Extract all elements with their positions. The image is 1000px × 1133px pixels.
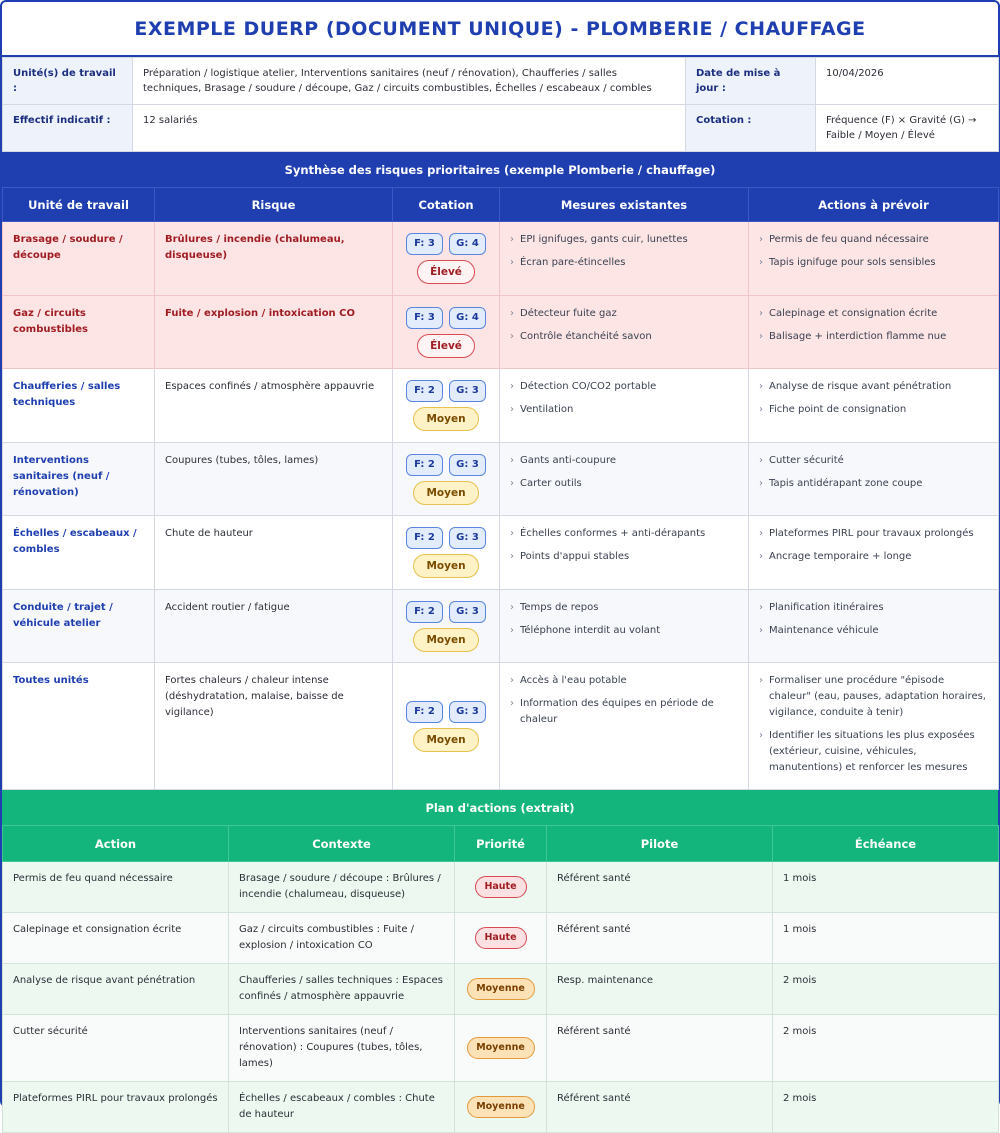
risk-name: Chute de hauteur <box>155 516 393 590</box>
plan-due: 1 mois <box>773 913 999 964</box>
priority-badge: Moyenne <box>467 1037 535 1059</box>
planned-actions <box>749 516 999 590</box>
plan-pilot: Référent santé <box>547 913 773 964</box>
measures-list <box>510 306 738 345</box>
frequency-badge: F: 3 <box>406 307 443 329</box>
col-header-measures: Mesures existantes <box>500 188 749 222</box>
measures-list <box>510 673 738 728</box>
risk-name: Coupures (tubes, tôles, lames) <box>155 443 393 516</box>
gravity-badge: G: 3 <box>449 527 486 549</box>
date-value: 10/04/2026 <box>816 58 999 105</box>
action-item: › Fiche point de consignation <box>759 402 988 418</box>
cotation-scores <box>397 233 495 255</box>
risk-name: Fuite / explosion / intoxication CO <box>155 296 393 369</box>
plan-context: Brasage / soudure / découpe : Brûlures / incendie (chalumeau, disqueuse) <box>229 862 455 913</box>
plan-priority <box>455 1082 547 1133</box>
date-label: Date de mise à jour : <box>686 58 816 105</box>
risk-row <box>3 516 999 590</box>
action-item: › Tapis antidérapant zone coupe <box>759 476 988 492</box>
plan-pilot: Référent santé <box>547 1082 773 1133</box>
actions-list <box>759 232 988 271</box>
frequency-badge: F: 2 <box>406 701 443 723</box>
priority-badge: Moyenne <box>467 1096 535 1118</box>
risk-unit: Chaufferies / salles techniques <box>3 369 155 443</box>
action-item: › Tapis ignifuge pour sols sensibles <box>759 255 988 271</box>
action-item: › Ancrage temporaire + longe <box>759 549 988 565</box>
plan-due: 2 mois <box>773 964 999 1015</box>
gravity-badge: G: 3 <box>449 380 486 402</box>
action-item: › Formaliser une procédure "épisode chaleur" (eau, pauses, adaptation horaires, vigilance, conduite à tenir) <box>759 673 988 721</box>
existing-measures <box>500 443 749 516</box>
priority-badge: Haute <box>475 927 527 949</box>
gravity-badge: G: 3 <box>449 454 486 476</box>
plan-row <box>3 1082 999 1133</box>
cotation-value: Fréquence (F) × Gravité (G) → Faible / Moyen / Élevé <box>816 105 999 152</box>
risk-cotation <box>393 443 500 516</box>
plan-context: Échelles / escabeaux / combles : Chute de hauteur <box>229 1082 455 1133</box>
risk-level-badge: Moyen <box>413 554 478 578</box>
action-item: › Plateformes PIRL pour travaux prolongés <box>759 526 988 542</box>
plan-action: Plateformes PIRL pour travaux prolongés <box>3 1082 229 1133</box>
planned-actions <box>749 443 999 516</box>
plan-pilot: Resp. maintenance <box>547 964 773 1015</box>
cotation-scores <box>397 527 495 549</box>
measure-item: › Échelles conformes + anti-dérapants <box>510 526 738 542</box>
measure-item: › EPI ignifuges, gants cuir, lunettes <box>510 232 738 248</box>
existing-measures <box>500 369 749 443</box>
risk-unit: Gaz / circuits combustibles <box>3 296 155 369</box>
risk-level-badge: Élevé <box>417 334 475 358</box>
frequency-badge: F: 3 <box>406 233 443 255</box>
risks-header-row <box>3 188 999 222</box>
col-header-actions: Actions à prévoir <box>749 188 999 222</box>
col-header-risk: Risque <box>155 188 393 222</box>
col-header-action: Action <box>3 826 229 862</box>
measure-item: › Ventilation <box>510 402 738 418</box>
existing-measures <box>500 663 749 790</box>
action-item: › Balisage + interdiction flamme nue <box>759 329 988 345</box>
plan-pilot: Référent santé <box>547 862 773 913</box>
risk-unit: Toutes unités <box>3 663 155 790</box>
risk-unit: Interventions sanitaires (neuf / rénovation) <box>3 443 155 516</box>
action-item: › Permis de feu quand nécessaire <box>759 232 988 248</box>
risk-cotation <box>393 296 500 369</box>
plan-action: Permis de feu quand nécessaire <box>3 862 229 913</box>
plan-action: Analyse de risque avant pénétration <box>3 964 229 1015</box>
plan-context: Interventions sanitaires (neuf / rénovation) : Coupures (tubes, tôles, lames) <box>229 1015 455 1082</box>
risk-unit: Conduite / trajet / véhicule atelier <box>3 590 155 663</box>
actions-list <box>759 453 988 492</box>
priority-badge: Moyenne <box>467 978 535 1000</box>
frequency-badge: F: 2 <box>406 527 443 549</box>
risk-row <box>3 222 999 296</box>
risk-unit: Brasage / soudure / découpe <box>3 222 155 296</box>
measure-item: › Détecteur fuite gaz <box>510 306 738 322</box>
plan-due: 2 mois <box>773 1015 999 1082</box>
action-item: › Planification itinéraires <box>759 600 988 616</box>
action-item: › Calepinage et consignation écrite <box>759 306 988 322</box>
col-header-due: Échéance <box>773 826 999 862</box>
measure-item: › Téléphone interdit au volant <box>510 623 738 639</box>
meta-table <box>2 57 999 152</box>
page-title: EXEMPLE DUERP (DOCUMENT UNIQUE) - PLOMBERIE / CHAUFFAGE <box>2 2 998 57</box>
cotation-scores <box>397 701 495 723</box>
action-item: › Identifier les situations les plus exposées (extérieur, cuisine, véhicules, manutentions) et renforcer les mesures <box>759 728 988 776</box>
plan-section-title: Plan d'actions (extrait) <box>2 790 998 825</box>
existing-measures <box>500 296 749 369</box>
plan-priority <box>455 964 547 1015</box>
risk-row <box>3 296 999 369</box>
measures-list <box>510 453 738 492</box>
risks-section-title: Synthèse des risques prioritaires (exemple Plomberie / chauffage) <box>2 152 998 187</box>
measure-item: › Gants anti-coupure <box>510 453 738 469</box>
plan-action: Cutter sécurité <box>3 1015 229 1082</box>
plan-row <box>3 862 999 913</box>
col-header-pilot: Pilote <box>547 826 773 862</box>
risk-row <box>3 663 999 790</box>
effectif-value: 12 salariés <box>133 105 686 152</box>
col-header-context: Contexte <box>229 826 455 862</box>
measure-item: › Détection CO/CO2 portable <box>510 379 738 395</box>
gravity-badge: G: 4 <box>449 233 486 255</box>
risk-name: Espaces confinés / atmosphère appauvrie <box>155 369 393 443</box>
risk-cotation <box>393 663 500 790</box>
measures-list <box>510 379 738 418</box>
effectif-label: Effectif indicatif : <box>3 105 133 152</box>
planned-actions <box>749 663 999 790</box>
priority-badge: Haute <box>475 876 527 898</box>
risk-row <box>3 590 999 663</box>
gravity-badge: G: 4 <box>449 307 486 329</box>
risk-row <box>3 369 999 443</box>
risk-name: Fortes chaleurs / chaleur intense (déshydratation, malaise, baisse de vigilance) <box>155 663 393 790</box>
measure-item: › Points d'appui stables <box>510 549 738 565</box>
actions-list <box>759 306 988 345</box>
risk-cotation <box>393 590 500 663</box>
col-header-priority: Priorité <box>455 826 547 862</box>
cotation-scores <box>397 454 495 476</box>
plan-context: Gaz / circuits combustibles : Fuite / explosion / intoxication CO <box>229 913 455 964</box>
plan-context: Chaufferies / salles techniques : Espaces confinés / atmosphère appauvrie <box>229 964 455 1015</box>
measure-item: › Information des équipes en période de chaleur <box>510 696 738 728</box>
planned-actions <box>749 296 999 369</box>
units-value: Préparation / logistique atelier, Interventions sanitaires (neuf / rénovation), Chaufferies / salles techniques, Brasage / soudure / découpe, Gaz / circuits combustibles, Échelles / escabeaux / combles <box>133 58 686 105</box>
plan-header-row <box>3 826 999 862</box>
risk-cotation <box>393 369 500 443</box>
risk-unit: Échelles / escabeaux / combles <box>3 516 155 590</box>
risk-level-badge: Moyen <box>413 628 478 652</box>
measures-list <box>510 600 738 639</box>
risk-cotation <box>393 516 500 590</box>
gravity-badge: G: 3 <box>449 601 486 623</box>
risk-level-badge: Moyen <box>413 481 478 505</box>
risk-level-badge: Moyen <box>413 407 478 431</box>
col-header-unit: Unité de travail <box>3 188 155 222</box>
plan-priority <box>455 862 547 913</box>
existing-measures <box>500 590 749 663</box>
cotation-scores <box>397 307 495 329</box>
cotation-scores <box>397 380 495 402</box>
actions-list <box>759 379 988 418</box>
measure-item: › Écran pare-étincelles <box>510 255 738 271</box>
measures-list <box>510 232 738 271</box>
units-label: Unité(s) de travail : <box>3 58 133 105</box>
measures-list <box>510 526 738 565</box>
plan-row <box>3 913 999 964</box>
risk-name: Brûlures / incendie (chalumeau, disqueuse) <box>155 222 393 296</box>
plan-row <box>3 1015 999 1082</box>
plan-due: 2 mois <box>773 1082 999 1133</box>
planned-actions <box>749 369 999 443</box>
risk-cotation <box>393 222 500 296</box>
plan-priority <box>455 1015 547 1082</box>
action-item: › Analyse de risque avant pénétration <box>759 379 988 395</box>
planned-actions <box>749 590 999 663</box>
frequency-badge: F: 2 <box>406 601 443 623</box>
actions-list <box>759 600 988 639</box>
gravity-badge: G: 3 <box>449 701 486 723</box>
plan-row <box>3 964 999 1015</box>
plan-due: 1 mois <box>773 862 999 913</box>
risk-level-badge: Moyen <box>413 728 478 752</box>
frequency-badge: F: 2 <box>406 454 443 476</box>
measure-item: › Carter outils <box>510 476 738 492</box>
cotation-scores <box>397 601 495 623</box>
risk-row <box>3 443 999 516</box>
existing-measures <box>500 222 749 296</box>
action-item: › Cutter sécurité <box>759 453 988 469</box>
measure-item: › Temps de repos <box>510 600 738 616</box>
plan-pilot: Référent santé <box>547 1015 773 1082</box>
frequency-badge: F: 2 <box>406 380 443 402</box>
risk-level-badge: Élevé <box>417 260 475 284</box>
planned-actions <box>749 222 999 296</box>
plan-action: Calepinage et consignation écrite <box>3 913 229 964</box>
plan-table <box>2 825 999 1133</box>
plan-priority <box>455 913 547 964</box>
action-item: › Maintenance véhicule <box>759 623 988 639</box>
existing-measures <box>500 516 749 590</box>
actions-list <box>759 673 988 776</box>
risks-table <box>2 187 999 790</box>
actions-list <box>759 526 988 565</box>
cotation-label: Cotation : <box>686 105 816 152</box>
measure-item: › Accès à l'eau potable <box>510 673 738 689</box>
col-header-cotation: Cotation <box>393 188 500 222</box>
risk-name: Accident routier / fatigue <box>155 590 393 663</box>
measure-item: › Contrôle étanchéité savon <box>510 329 738 345</box>
